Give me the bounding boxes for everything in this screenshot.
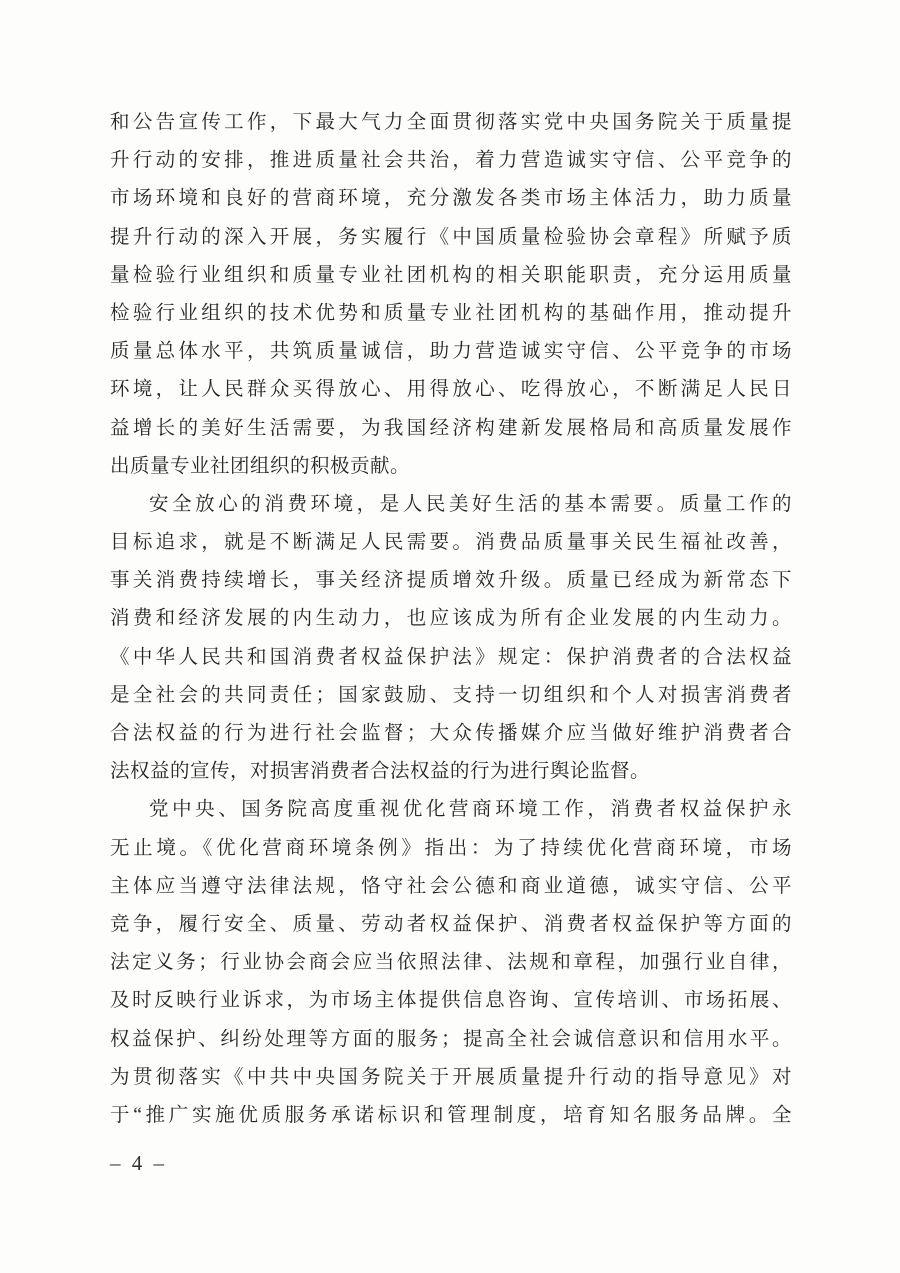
- text-line: 及时反映行业诉求，为市场主体提供信息咨询、宣传培训、市场拓展、: [110, 990, 792, 1012]
- text-line: 消费和经济发展的内生动力，也应该成为所有企业发展的内生动力。: [110, 608, 792, 630]
- text-line: 市场环境和良好的营商环境，充分激发各类市场主体活力，助力质量: [110, 188, 792, 210]
- text-line: 于“推广实施优质服务承诺标识和管理制度，培育知名服务品牌。全: [110, 1104, 792, 1126]
- document-body: [110, 104, 792, 1135]
- text-line: 竞争，履行安全、质量、劳动者权益保护、消费者权益保护等方面的: [110, 913, 792, 935]
- paragraph: [110, 486, 792, 792]
- text-line: 和公告宣传工作，下最大气力全面贯彻落实党中央国务院关于质量提: [110, 112, 792, 133]
- paragraph: [110, 791, 792, 1135]
- text-line: 法权益的宣传，对损害消费者合法权益的行为进行舆论监督。: [110, 761, 651, 783]
- text-line: 提升行动的深入开展，务实履行《中国质量检验协会章程》所赋予质: [110, 226, 792, 248]
- text-line: 主体应当遵守法律法规，恪守社会公德和商业道德，诚实守信、公平: [110, 875, 792, 897]
- text-line: 《中华人民共和国消费者权益保护法》规定：保护消费者的合法权益: [110, 646, 792, 668]
- text-line: 安全放心的消费环境，是人民美好生活的基本需要。质量工作的: [149, 493, 792, 515]
- text-line: 目标追求，就是不断满足人民需要。消费品质量事关民生福祉改善，: [110, 532, 792, 554]
- text-line: 益增长的美好生活需要，为我国经济构建新发展格局和高质量发展作: [110, 417, 792, 439]
- text-line: 无止境。《优化营商环境条例》指出：为了持续优化营商环境，市场: [110, 837, 792, 859]
- text-line: 出质量专业社团组织的积极贡献。: [110, 455, 411, 477]
- text-line: 权益保护、纠纷处理等方面的服务；提高全社会诚信意识和信用水平。: [110, 1028, 792, 1050]
- text-line: 事关消费持续增长，事关经济提质增效升级。质量已经成为新常态下: [110, 570, 792, 592]
- text-line: 合法权益的行为进行社会监督；大众传播媒介应当做好维护消费者合: [110, 723, 792, 744]
- text-line: 检验行业组织的技术优势和质量专业社团机构的基础作用，推动提升: [110, 302, 792, 324]
- text-line: 量检验行业组织和质量专业社团机构的相关职能职责，充分运用质量: [110, 264, 792, 286]
- text-line: 为贯彻落实《中共中央国务院关于开展质量提升行动的指导意见》对: [110, 1066, 792, 1088]
- text-line: 环境，让人民群众买得放心、用得放心、吃得放心，不断满足人民日: [110, 379, 792, 401]
- text-line: 升行动的安排，推进质量社会共治，着力营造诚实守信、公平竞争的: [110, 150, 792, 172]
- page-number: – 4 –: [110, 1151, 167, 1175]
- text-line: 法定义务；行业协会商会应当依照法律、法规和章程，加强行业自律，: [110, 952, 792, 974]
- text-line: 党中央、国务院高度重视优化营商环境工作，消费者权益保护永: [149, 799, 792, 821]
- text-line: 是全社会的共同责任；国家鼓励、支持一切组织和个人对损害消费者: [110, 684, 792, 706]
- paragraph: [110, 104, 792, 486]
- text-line: 质量总体水平，共筑质量诚信，助力营造诚实守信、公平竞争的市场: [110, 341, 792, 363]
